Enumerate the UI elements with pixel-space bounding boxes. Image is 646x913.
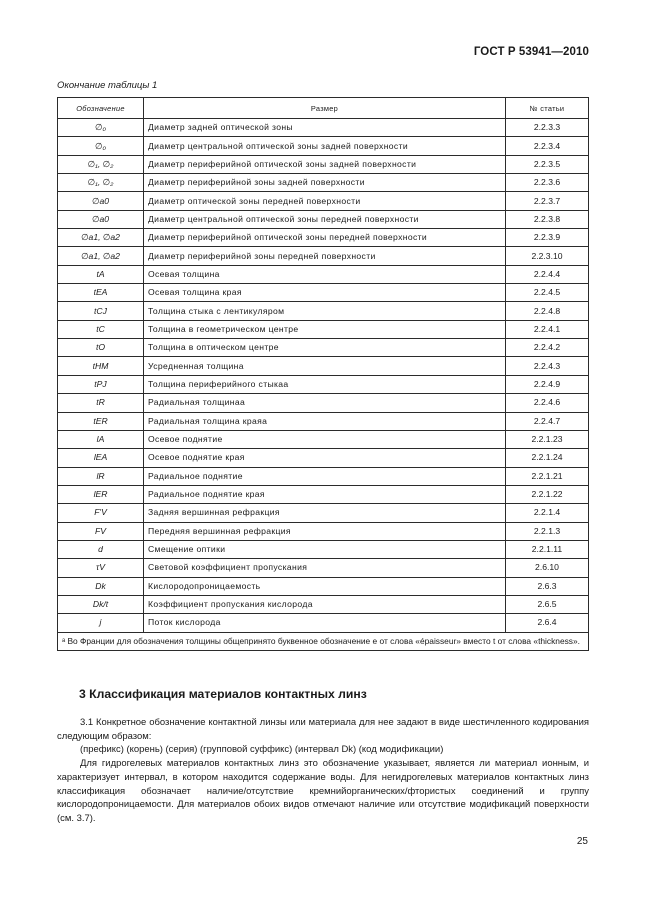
row-section: 2.6.4 <box>506 614 589 632</box>
row-symbol: ∅a1, ∅a2 <box>58 247 144 265</box>
row-section: 2.2.1.23 <box>506 430 589 448</box>
table-row <box>58 540 589 558</box>
table-body <box>58 119 589 633</box>
row-section: 2.2.4.7 <box>506 412 589 430</box>
row-dimension: Световой коэффициент пропускания <box>144 559 506 577</box>
row-section: 2.6.10 <box>506 559 589 577</box>
row-symbol: Dk <box>58 577 144 595</box>
row-symbol: ∅a1, ∅a2 <box>58 229 144 247</box>
row-symbol: tEA <box>58 284 144 302</box>
row-dimension: Передняя вершинная рефракция <box>144 522 506 540</box>
table-row <box>58 192 589 210</box>
row-dimension: Толщина периферийного стыкаa <box>144 375 506 393</box>
row-section: 2.2.3.8 <box>506 210 589 228</box>
row-section: 2.2.3.9 <box>506 229 589 247</box>
row-dimension: Радиальное поднятие <box>144 467 506 485</box>
row-symbol: lA <box>58 430 144 448</box>
table-row <box>58 155 589 173</box>
row-dimension: Коэффициент пропускания кислорода <box>144 595 506 613</box>
row-symbol: ∅a0 <box>58 210 144 228</box>
table-row <box>58 559 589 577</box>
row-dimension: Диаметр центральной оптической зоны задней поверхности <box>144 137 506 155</box>
row-dimension: Диаметр периферийной зоны задней поверхности <box>144 174 506 192</box>
row-section: 2.2.3.4 <box>506 137 589 155</box>
row-symbol: ∅₁, ∅₂ <box>58 155 144 173</box>
row-section: 2.6.5 <box>506 595 589 613</box>
row-dimension: Радиальное поднятие края <box>144 485 506 503</box>
row-dimension: Осевое поднятие края <box>144 449 506 467</box>
row-symbol: FV <box>58 522 144 540</box>
table-footnote: ᵃ Во Франции для обозначения толщины общепринято буквенное обозначение e от слова «épaisseur» вместо t от слова «thickness». <box>58 632 589 650</box>
row-section: 2.2.1.4 <box>506 504 589 522</box>
row-symbol: tA <box>58 265 144 283</box>
row-dimension: Толщина стыка с лентикуляром <box>144 302 506 320</box>
row-section: 2.2.4.2 <box>506 339 589 357</box>
table-row <box>58 412 589 430</box>
row-symbol: ∅₁, ∅₂ <box>58 174 144 192</box>
row-section: 2.2.4.5 <box>506 284 589 302</box>
row-section: 2.2.3.7 <box>506 192 589 210</box>
row-dimension: Толщина в оптическом центре <box>144 339 506 357</box>
row-dimension: Смещение оптики <box>144 540 506 558</box>
row-section: 2.2.4.6 <box>506 394 589 412</box>
document-header: ГОСТ Р 53941—2010 <box>473 46 589 58</box>
table-row <box>58 614 589 632</box>
page-number: 25 <box>576 836 588 847</box>
row-dimension: Толщина в геометрическом центре <box>144 320 506 338</box>
row-symbol: j <box>58 614 144 632</box>
row-symbol: lER <box>58 485 144 503</box>
table-row <box>58 430 589 448</box>
row-dimension: Кислородопроницаемость <box>144 577 506 595</box>
row-symbol: lEA <box>58 449 144 467</box>
table-row <box>58 485 589 503</box>
table-row <box>58 467 589 485</box>
row-dimension: Усредненная толщина <box>144 357 506 375</box>
table-row <box>58 375 589 393</box>
row-section: 2.2.1.11 <box>506 540 589 558</box>
row-symbol: tHM <box>58 357 144 375</box>
table-row <box>58 504 589 522</box>
row-section: 2.2.3.6 <box>506 174 589 192</box>
row-dimension: Поток кислорода <box>144 614 506 632</box>
table-row <box>58 210 589 228</box>
table-row <box>58 320 589 338</box>
row-section: 2.2.3.10 <box>506 247 589 265</box>
row-dimension: Осевая толщина <box>144 265 506 283</box>
table-row <box>58 339 589 357</box>
paragraph-3-1: 3.1 Конкретное обозначение контактной линзы или материала для нее задают в виде шестичленного кодирования следующим образом: <box>57 717 589 742</box>
table-row <box>58 137 589 155</box>
table-row <box>58 595 589 613</box>
table-row <box>58 284 589 302</box>
row-symbol: ∅a0 <box>58 192 144 210</box>
row-section: 2.2.4.3 <box>506 357 589 375</box>
row-section: 2.2.1.24 <box>506 449 589 467</box>
row-symbol: tPJ <box>58 375 144 393</box>
row-dimension: Диаметр периферийной зоны передней поверхности <box>144 247 506 265</box>
designations-table <box>57 97 589 651</box>
row-section: 2.2.3.3 <box>506 119 589 137</box>
row-section: 2.2.4.8 <box>506 302 589 320</box>
table-caption: Окончание таблицы 1 <box>57 80 158 91</box>
table-row <box>58 302 589 320</box>
paragraph-materials: Для гидрогелевых материалов контактных линз это обозначение указывает, является ли материал ионным, и характеризует интервал, в котором находится содержание воды. Для негидрогелевых материалов контактных линз классификация обозначает наличие/отсутствие кремнийорганических/фтористых соединений и группу кислородопроницаемости. Для материалов обоих видов отмечают наличие или отсутствие модификаций поверхности (см. 3.7). <box>57 758 589 824</box>
table-row <box>58 394 589 412</box>
header-section: № статьи <box>506 98 589 119</box>
table-row <box>58 229 589 247</box>
row-section: 2.2.4.9 <box>506 375 589 393</box>
row-dimension: Диаметр периферийной оптической зоны передней поверхности <box>144 229 506 247</box>
row-symbol: lR <box>58 467 144 485</box>
table-row <box>58 449 589 467</box>
row-symbol: τV <box>58 559 144 577</box>
row-dimension: Диаметр задней оптической зоны <box>144 119 506 137</box>
row-section: 2.2.4.1 <box>506 320 589 338</box>
row-symbol: d <box>58 540 144 558</box>
row-symbol: tO <box>58 339 144 357</box>
table-header-row <box>58 98 589 119</box>
table-row <box>58 522 589 540</box>
paragraph-coding-scheme: (префикс) (корень) (серия) (групповой суффикс) (интервал Dk) (код модификации) <box>80 744 444 756</box>
footnote-row <box>58 632 589 650</box>
row-dimension: Осевое поднятие <box>144 430 506 448</box>
row-symbol: F'V <box>58 504 144 522</box>
row-section: 2.2.1.3 <box>506 522 589 540</box>
row-section: 2.2.1.22 <box>506 485 589 503</box>
row-dimension: Диаметр центральной оптической зоны передней поверхности <box>144 210 506 228</box>
row-dimension: Радиальная толщинаa <box>144 394 506 412</box>
table-row <box>58 357 589 375</box>
section-title: 3 Классификация материалов контактных линз <box>79 687 367 701</box>
row-section: 2.2.4.4 <box>506 265 589 283</box>
header-symbol: Обозначение <box>58 98 144 119</box>
table-row <box>58 247 589 265</box>
row-dimension: Диаметр оптической зоны передней поверхности <box>144 192 506 210</box>
row-symbol: Dk/t <box>58 595 144 613</box>
row-symbol: tC <box>58 320 144 338</box>
row-dimension: Задняя вершинная рефракция <box>144 504 506 522</box>
header-dimension: Размер <box>144 98 506 119</box>
row-symbol: tER <box>58 412 144 430</box>
row-symbol: tCJ <box>58 302 144 320</box>
row-section: 2.2.1.21 <box>506 467 589 485</box>
row-section: 2.2.3.5 <box>506 155 589 173</box>
row-symbol: ∅₀ <box>58 119 144 137</box>
row-symbol: ∅₀ <box>58 137 144 155</box>
row-dimension: Диаметр периферийной оптической зоны задней поверхности <box>144 155 506 173</box>
row-dimension: Осевая толщина края <box>144 284 506 302</box>
table-row <box>58 265 589 283</box>
section-body <box>57 716 589 826</box>
row-dimension: Радиальная толщина краяa <box>144 412 506 430</box>
table-row <box>58 174 589 192</box>
table-row <box>58 119 589 137</box>
row-section: 2.6.3 <box>506 577 589 595</box>
row-symbol: tR <box>58 394 144 412</box>
table-row <box>58 577 589 595</box>
